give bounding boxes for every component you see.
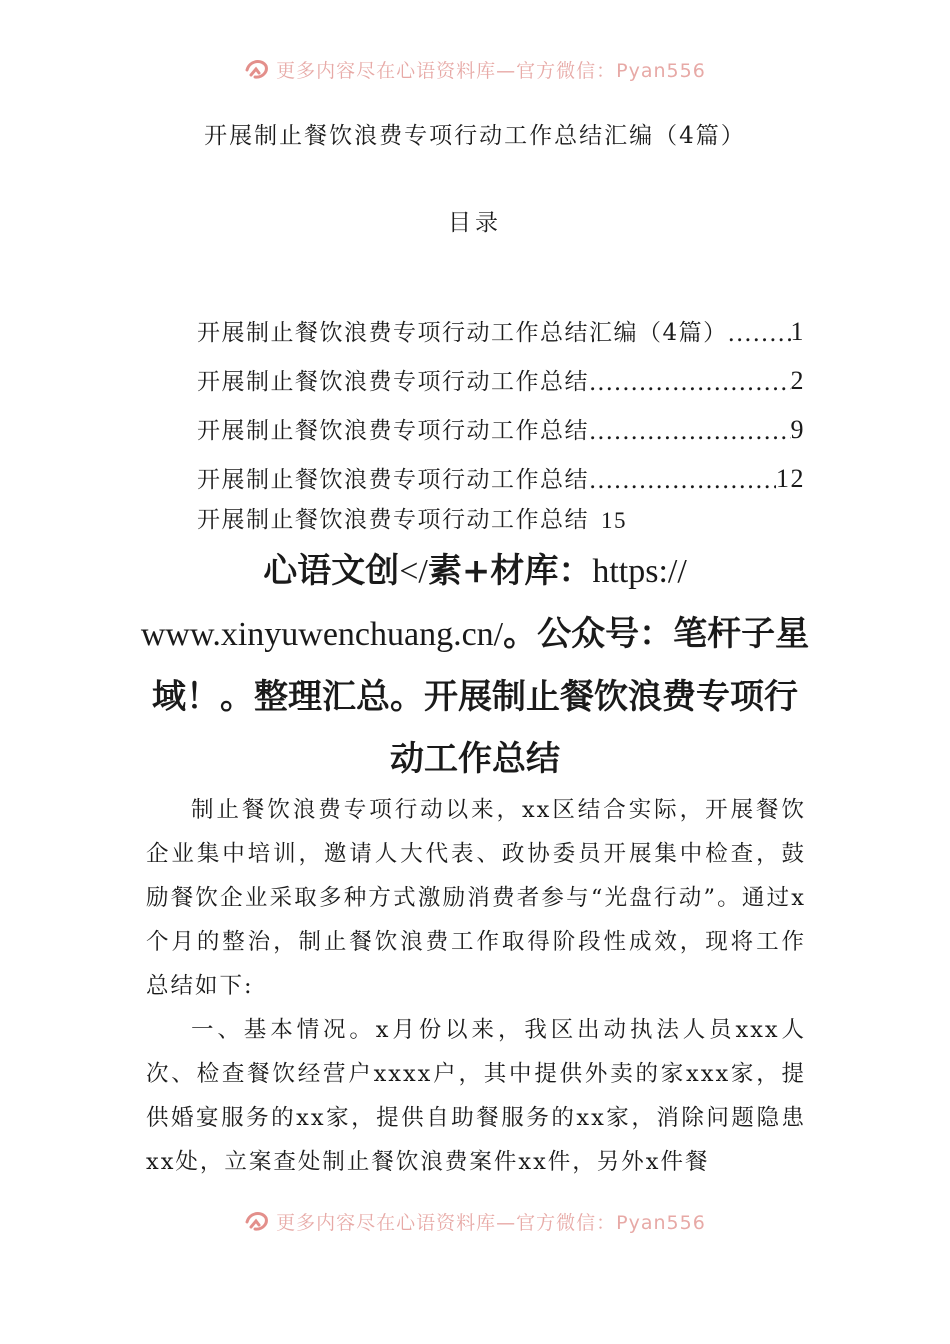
section-heading	[140, 540, 810, 790]
watermark-footer	[0, 1206, 950, 1236]
watermark-text: 更多内容尽在心语资料库—官方微信：Pyan556	[276, 59, 706, 82]
watermark-text: 更多内容尽在心语资料库—官方微信：Pyan556	[276, 1211, 706, 1234]
toc-heading: 目录	[448, 210, 502, 236]
watermark-header	[0, 54, 950, 84]
body-text	[146, 788, 806, 1184]
toc-entry-page: 1	[790, 317, 805, 346]
toc-entry[interactable]	[197, 445, 805, 494]
document-title: 开展制止餐饮浪费专项行动工作总结汇编（4篇）	[204, 123, 746, 149]
toc-entry-title: 开展制止餐饮浪费专项行动工作总结汇编（4篇）	[197, 320, 728, 346]
brand-logo-icon	[244, 56, 270, 82]
toc-leader-dots	[589, 468, 776, 494]
toc-entry-page: 15	[601, 508, 627, 533]
toc-leader-dots	[728, 321, 791, 347]
heading-library: 素+材库：	[427, 551, 593, 591]
heading-brand: 心语文创	[263, 551, 400, 591]
heading-url-link[interactable]: www.xinyuwenchuang.cn/	[140, 616, 504, 653]
heading-symbol: </	[399, 553, 428, 590]
table-of-contents	[197, 298, 805, 534]
toc-leader-dots	[589, 419, 791, 445]
heading-rest: 。公众号：笔杆子星域！。整理汇总。开展制止餐饮浪费专项行动工作总结	[152, 614, 810, 779]
toc-entry[interactable]	[197, 396, 805, 445]
toc-entry-page: 2	[790, 366, 805, 395]
toc-entry-title: 开展制止餐饮浪费专项行动工作总结	[197, 418, 589, 444]
heading-url-scheme: https://	[592, 553, 687, 590]
toc-entry-page: 9	[790, 415, 805, 444]
toc-entry-title: 开展制止餐饮浪费专项行动工作总结	[197, 467, 589, 493]
toc-entry[interactable]	[197, 347, 805, 396]
toc-leader-dots	[589, 370, 791, 396]
brand-logo-icon	[244, 1208, 270, 1234]
toc-entry-title: 开展制止餐饮浪费专项行动工作总结	[197, 507, 589, 533]
toc-entry[interactable]	[197, 494, 805, 534]
toc-entry-page: 12	[776, 464, 805, 493]
toc-entry-title: 开展制止餐饮浪费专项行动工作总结	[197, 369, 589, 395]
paragraph: 制止餐饮浪费专项行动以来，xx区结合实际，开展餐饮企业集中培训，邀请人大代表、政协委员开展集中检查，鼓励餐饮企业采取多种方式激励消费者参与“光盘行动”。通过x个月的整治，制止餐饮浪费工作取得阶段性成效，现将工作总结如下:	[146, 797, 806, 999]
toc-entry[interactable]	[197, 298, 805, 347]
paragraph: 一、基本情况。x月份以来，我区出动执法人员xxx人次、检查餐饮经营户xxxx户，其中提供外卖的家xxx家，提供婚宴服务的xx家，提供自助餐服务的xx家，消除问题隐患xx处，立案查处制止餐饮浪费案件xx件，另外x件餐	[146, 1017, 806, 1175]
